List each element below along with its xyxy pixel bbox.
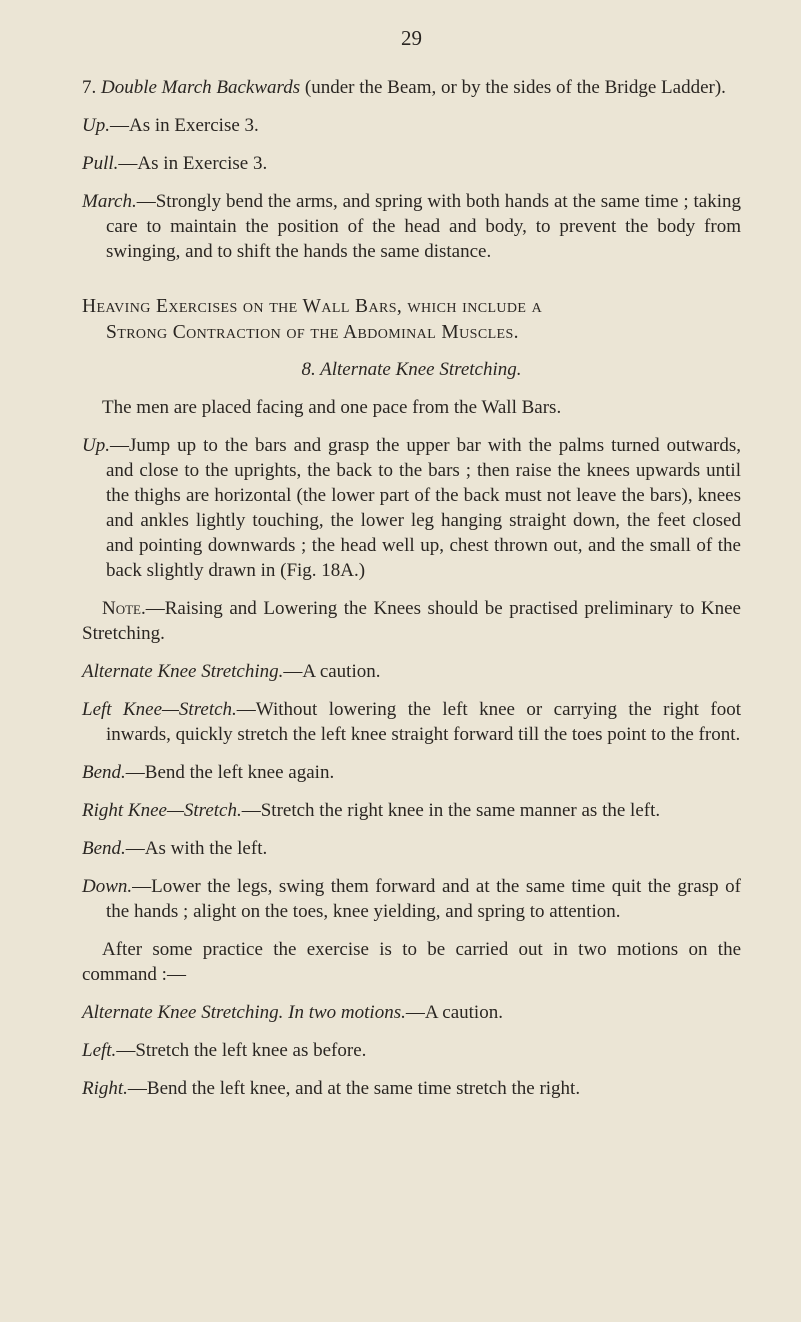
command-text: —A caution. bbox=[283, 661, 381, 682]
command-up-8 bbox=[82, 433, 741, 583]
command-text: —Without lowering the left knee or carrying the right foot inwards, quickly stretch the left knee straight forward till the toes point to the front. bbox=[106, 699, 741, 745]
section-heading-line-1: Heaving Exercises on the Wall Bars, which include a bbox=[82, 296, 543, 317]
exercise-7-title bbox=[82, 75, 741, 100]
command-caution bbox=[82, 659, 741, 684]
command-text: —Bend the left knee, and at the same time stretch the right. bbox=[127, 1078, 581, 1099]
command-word: March. bbox=[82, 191, 137, 212]
command-word: Alternate Knee Stretching. bbox=[82, 661, 284, 682]
command-up-7 bbox=[82, 113, 741, 138]
section-heading bbox=[82, 294, 741, 346]
command-left-knee-stretch bbox=[82, 697, 741, 747]
command-word: Bend. bbox=[82, 762, 126, 783]
command-text: —Stretch the left knee as before. bbox=[116, 1040, 367, 1061]
exercise-8-title: 8. Alternate Knee Stretching. bbox=[301, 359, 522, 380]
command-word: Right Knee—Stretch. bbox=[82, 800, 242, 821]
command-down bbox=[82, 874, 741, 924]
command-text: —As with the left. bbox=[125, 838, 268, 859]
command-text: —Bend the left knee again. bbox=[125, 762, 335, 783]
command-bend-2 bbox=[82, 836, 741, 861]
exercise-7-name: Double March Backwards bbox=[101, 77, 301, 98]
command-text: —Stretch the right knee in the same manner as the left. bbox=[241, 800, 661, 821]
command-word: Down. bbox=[82, 876, 133, 897]
command-word: Right. bbox=[82, 1078, 128, 1099]
section-heading-line-2: Strong Contraction of the Abdominal Muscles. bbox=[106, 322, 519, 343]
command-word: Left Knee—Stretch. bbox=[82, 699, 237, 720]
command-text: —As in Exercise 3. bbox=[109, 115, 259, 136]
practice-paragraph: After some practice the exercise is to be carried out in two motions on the command :— bbox=[82, 939, 741, 985]
command-word: Up. bbox=[82, 435, 110, 456]
command-pull-7 bbox=[82, 151, 741, 176]
note-text: —Raising and Lowering the Knees should be practised preliminary to Knee Stretching. bbox=[82, 598, 741, 644]
note-label: Note. bbox=[102, 598, 146, 619]
command-march-7 bbox=[82, 189, 741, 264]
exercise-8-intro: The men are placed facing and one pace from the Wall Bars. bbox=[102, 397, 562, 418]
command-word: Pull. bbox=[82, 153, 119, 174]
command-word: Bend. bbox=[82, 838, 126, 859]
command-text: —Lower the legs, swing them forward and at the same time quit the grasp of the hands ; alight on the toes, knee yielding, and spring to attention. bbox=[106, 876, 741, 922]
note-paragraph bbox=[82, 596, 741, 646]
page-number: 29 bbox=[401, 26, 422, 50]
command-two-motions bbox=[82, 1000, 741, 1025]
command-text: —Strongly bend the arms, and spring with both hands at the same time ; taking care to maintain the position of the head and body, to prevent the body from swinging, and to shift the hands the same distance. bbox=[106, 191, 741, 262]
command-right bbox=[82, 1076, 741, 1101]
command-left bbox=[82, 1038, 741, 1063]
command-text: —As in Exercise 3. bbox=[118, 153, 268, 174]
command-bend-1 bbox=[82, 760, 741, 785]
command-word: Alternate Knee Stretching. In two motions. bbox=[82, 1002, 406, 1023]
command-text: —A caution. bbox=[405, 1002, 503, 1023]
exercise-7-number: 7. bbox=[82, 77, 97, 98]
command-word: Left. bbox=[82, 1040, 117, 1061]
command-right-knee-stretch bbox=[82, 798, 741, 823]
command-text: —Jump up to the bars and grasp the upper bar with the palms turned outwards, and close to the uprights, the back to the bars ; then raise the knees upwards until the thighs are horizontal (the lower part of the back must not leave the bars), knees and ankles lightly touching, the lower leg hanging straight down, the feet closed and pointing downwards ; the head well up, chest thrown out, and the small of the back slightly drawn in (Fig. 18A.) bbox=[106, 435, 741, 581]
command-word: Up. bbox=[82, 115, 110, 136]
exercise-7-subtitle: (under the Beam, or by the sides of the Bridge Ladder). bbox=[304, 77, 726, 98]
